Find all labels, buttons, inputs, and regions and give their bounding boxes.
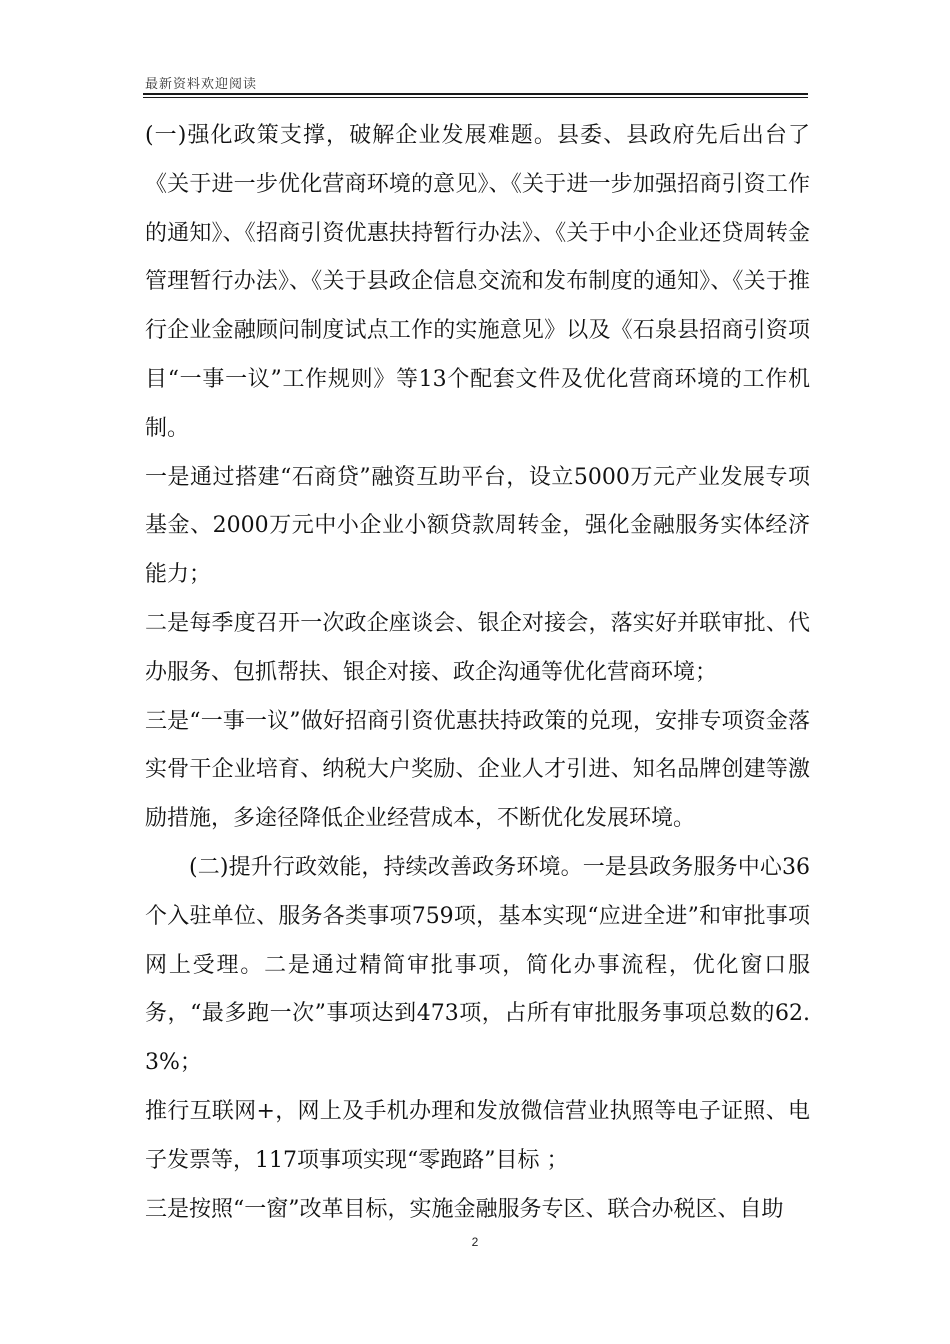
document-body	[145, 112, 810, 1234]
paragraph-policy-support: (一)强化政策支撑，破解企业发展难题。县委、县政府先后出台了《关于进一步优化营商环境的意见》、《关于进一步加强招商引资工作的通知》、《招商引资优惠扶持暂行办法》、《关于中小企业还贷周转金管理暂行办法》、《关于县政企信息交流和发布制度的通知》、《关于推行企业金融顾问制度试点工作的实施意见》以及《石泉县招商引资项目“一事一议”工作规则》等13个配套文件及优化营商环境的工作机制。	[145, 123, 810, 441]
page-number: 2	[471, 1235, 479, 1249]
paragraph-administrative-efficiency: (二)提升行政效能，持续改善政务环境。一是县政务服务中心36个入驻单位、服务各类事项759项，基本实现“应进全进”和审批事项网上受理。二是通过精简审批事项，简化办事流程，优化窗口服务，“最多跑一次”事项达到473项，占所有审批服务事项总数的62.3%；	[145, 854, 810, 1076]
paragraph-one-window-reform: 三是按照“一窗”改革目标，实施金融服务专区、联合办税区、自助	[145, 1196, 784, 1222]
paragraph-financing-platform: 一是通过搭建“石商贷”融资互助平台，设立5000万元产业发展专项基金、2000万元中小企业小额贷款周转金，强化金融服务实体经济能力；	[145, 464, 810, 588]
paragraph-quarterly-meetings: 二是每季度召开一次政企座谈会、银企对接会，落实好并联审批、代办服务、包抓帮扶、银企对接、政企沟通等优化营商环境；	[145, 610, 810, 685]
header-divider-thick	[143, 93, 808, 95]
page-header-title: 最新资料欢迎阅读	[145, 77, 258, 92]
paragraph-one-matter-one-discussion: 三是“一事一议”做好招商引资优惠扶持政策的兑现，安排专项资金落实骨干企业培育、纳税大户奖励、企业人才引进、知名品牌创建等激励措施，多途径降低企业经营成本，不断优化发展环境。	[145, 708, 810, 832]
header-divider-thin	[143, 97, 808, 98]
paragraph-internet-plus: 推行互联网+，网上及手机办理和发放微信营业执照等电子证照、电子发票等，117项事项实现“零跑路”目标 ；	[145, 1098, 810, 1173]
